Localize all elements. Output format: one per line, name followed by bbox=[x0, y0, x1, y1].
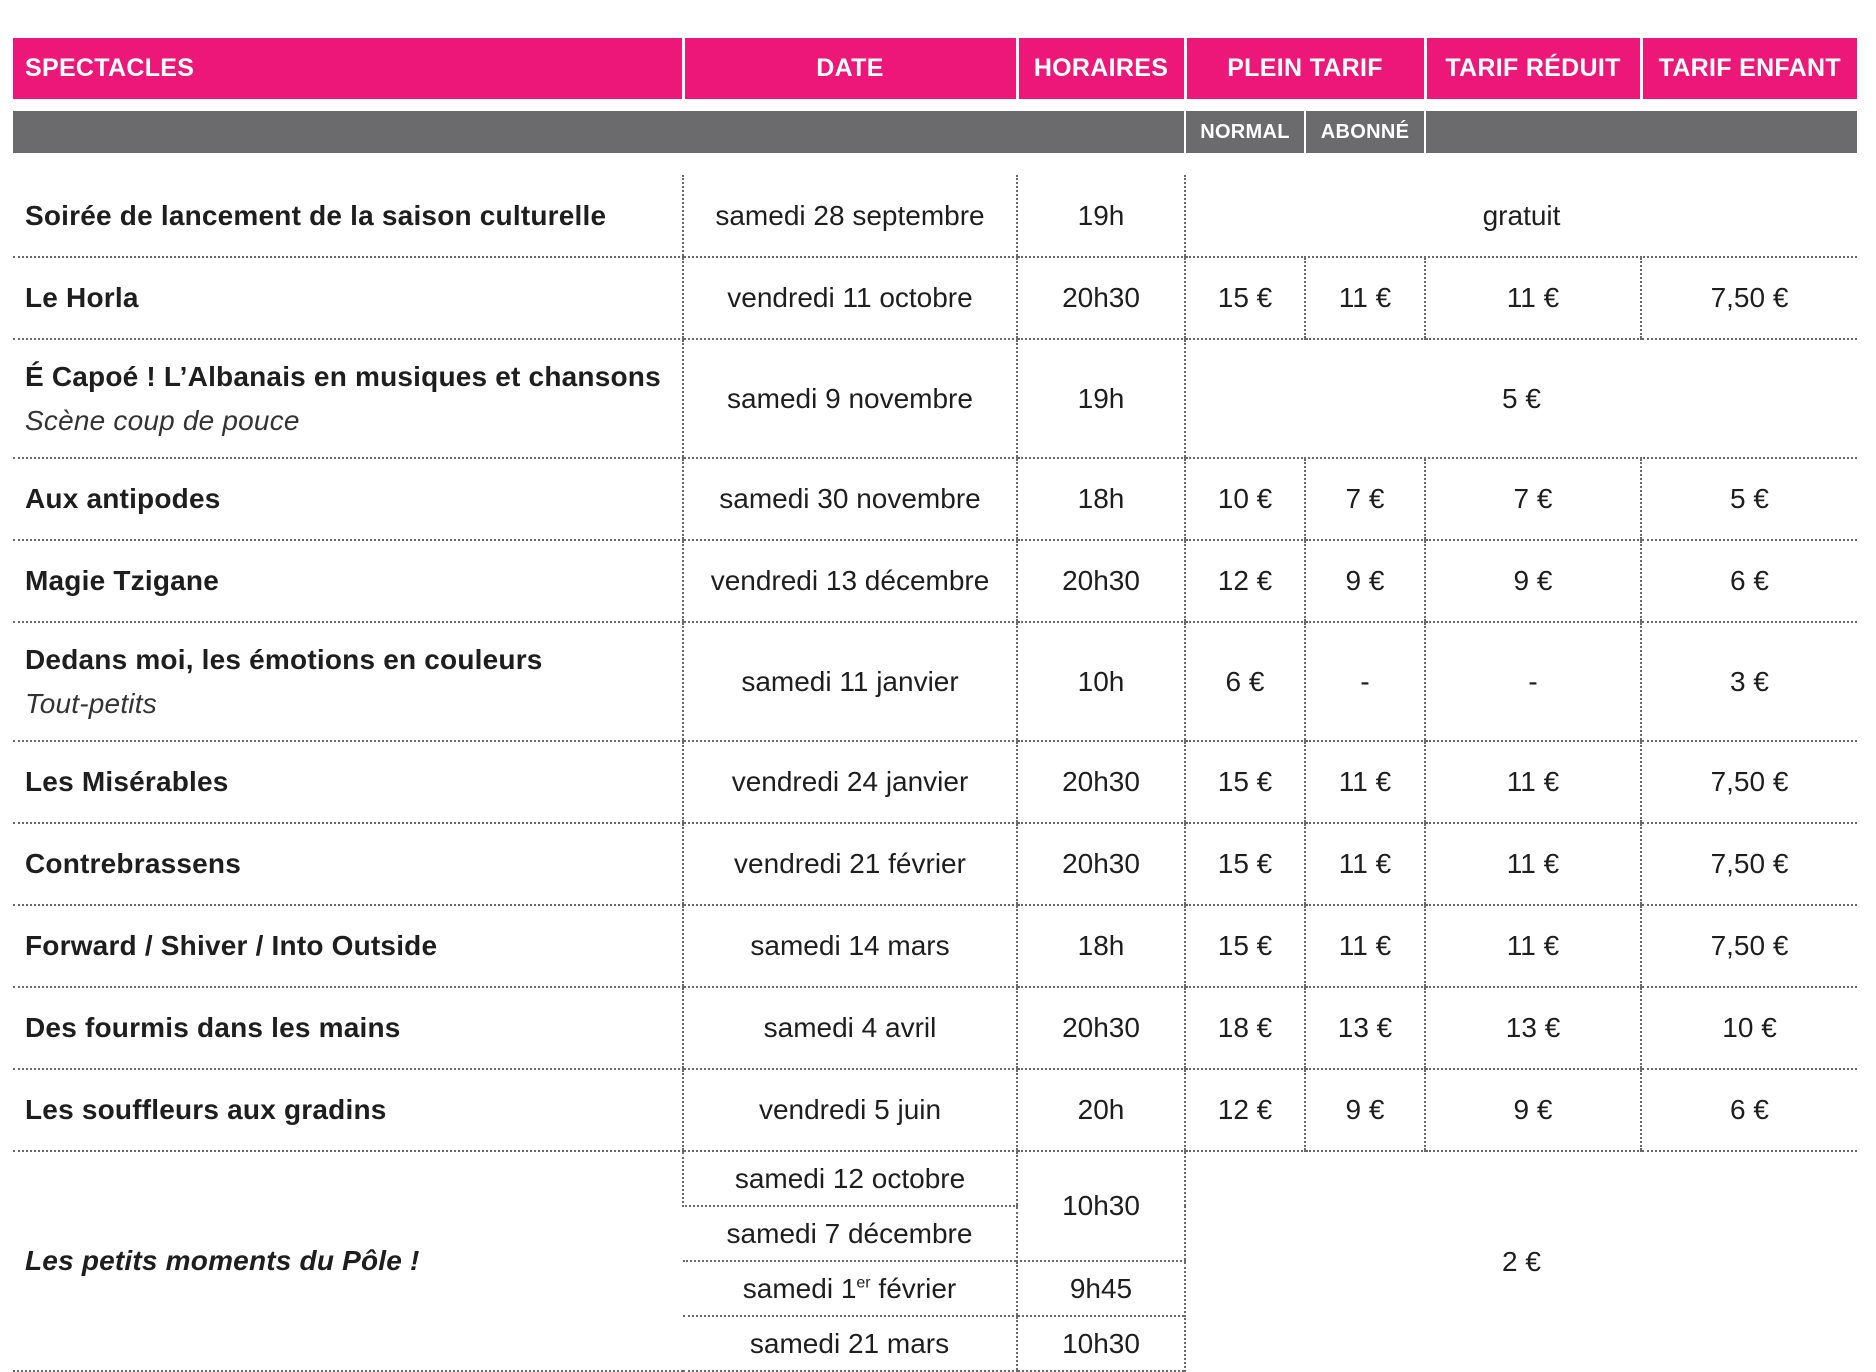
show-date-part: février bbox=[878, 1272, 957, 1304]
show-name bbox=[13, 622, 683, 741]
price-enfant: 7,50 € bbox=[1641, 257, 1857, 339]
ordinal-suffix: er bbox=[856, 1274, 871, 1292]
show-title: É Capoé ! L’Albanais en musiques et chansons bbox=[25, 360, 661, 392]
price-all: 5 € bbox=[1185, 339, 1857, 458]
price-normal: 18 € bbox=[1185, 987, 1305, 1069]
price-abonne: 9 € bbox=[1305, 540, 1425, 622]
price-reduit: - bbox=[1425, 622, 1641, 741]
show-name bbox=[13, 339, 683, 458]
price-all: 2 € bbox=[1185, 1151, 1857, 1371]
show-time: 20h30 bbox=[1017, 257, 1185, 339]
price-abonne: 11 € bbox=[1305, 741, 1425, 823]
price-all: gratuit bbox=[1185, 175, 1857, 257]
show-date bbox=[683, 1261, 1017, 1316]
price-normal: 12 € bbox=[1185, 1069, 1305, 1151]
price-normal: 12 € bbox=[1185, 540, 1305, 622]
pricing-table bbox=[13, 38, 1857, 1372]
show-date: samedi 4 avril bbox=[683, 987, 1017, 1069]
col-tarif-reduit: TARIF RÉDUIT bbox=[1425, 38, 1641, 99]
price-reduit: 11 € bbox=[1425, 257, 1641, 339]
table-row bbox=[13, 257, 1857, 339]
price-abonne: - bbox=[1305, 622, 1425, 741]
price-reduit: 11 € bbox=[1425, 823, 1641, 905]
table-row bbox=[13, 622, 1857, 741]
price-abonne: 11 € bbox=[1305, 823, 1425, 905]
show-name: Les petits moments du Pôle ! bbox=[13, 1151, 683, 1371]
col-horaires: HORAIRES bbox=[1017, 38, 1185, 99]
price-abonne: 9 € bbox=[1305, 1069, 1425, 1151]
price-enfant: 5 € bbox=[1641, 458, 1857, 540]
show-date: samedi 21 mars bbox=[683, 1316, 1017, 1371]
show-date: vendredi 11 octobre bbox=[683, 257, 1017, 339]
show-name: Les souffleurs aux gradins bbox=[13, 1069, 683, 1151]
show-time: 19h bbox=[1017, 339, 1185, 458]
show-time: 20h30 bbox=[1017, 823, 1185, 905]
table-row bbox=[13, 905, 1857, 987]
price-normal: 15 € bbox=[1185, 823, 1305, 905]
table-row bbox=[13, 339, 1857, 458]
price-abonne: 11 € bbox=[1305, 257, 1425, 339]
price-reduit: 9 € bbox=[1425, 1069, 1641, 1151]
price-normal: 15 € bbox=[1185, 905, 1305, 987]
show-name: Aux antipodes bbox=[13, 458, 683, 540]
show-date: samedi 12 octobre bbox=[683, 1151, 1017, 1206]
price-reduit: 7 € bbox=[1425, 458, 1641, 540]
price-abonne: 13 € bbox=[1305, 987, 1425, 1069]
subheader-row bbox=[13, 111, 1857, 153]
table-row bbox=[13, 741, 1857, 823]
show-time: 20h30 bbox=[1017, 540, 1185, 622]
table-row-petits-moments bbox=[13, 1151, 1857, 1206]
price-abonne: 11 € bbox=[1305, 905, 1425, 987]
price-enfant: 3 € bbox=[1641, 622, 1857, 741]
show-date: samedi 14 mars bbox=[683, 905, 1017, 987]
col-abonne: ABONNÉ bbox=[1305, 111, 1425, 153]
col-normal: NORMAL bbox=[1185, 111, 1305, 153]
price-reduit: 9 € bbox=[1425, 540, 1641, 622]
table-row bbox=[13, 1069, 1857, 1151]
price-enfant: 10 € bbox=[1641, 987, 1857, 1069]
show-time: 18h bbox=[1017, 458, 1185, 540]
price-normal: 10 € bbox=[1185, 458, 1305, 540]
col-spectacles: SPECTACLES bbox=[13, 38, 683, 99]
show-name: Contrebrassens bbox=[13, 823, 683, 905]
show-time: 20h bbox=[1017, 1069, 1185, 1151]
price-enfant: 6 € bbox=[1641, 540, 1857, 622]
table-row bbox=[13, 458, 1857, 540]
col-tarif-enfant: TARIF ENFANT bbox=[1641, 38, 1857, 99]
show-time: 10h30 bbox=[1017, 1151, 1185, 1261]
price-abonne: 7 € bbox=[1305, 458, 1425, 540]
table-row bbox=[13, 823, 1857, 905]
show-time: 9h45 bbox=[1017, 1261, 1185, 1316]
price-reduit: 11 € bbox=[1425, 741, 1641, 823]
show-time: 10h bbox=[1017, 622, 1185, 741]
show-date: samedi 30 novembre bbox=[683, 458, 1017, 540]
price-normal: 15 € bbox=[1185, 741, 1305, 823]
show-time: 19h bbox=[1017, 175, 1185, 257]
show-name: Des fourmis dans les mains bbox=[13, 987, 683, 1069]
show-date: vendredi 13 décembre bbox=[683, 540, 1017, 622]
table-row bbox=[13, 987, 1857, 1069]
table-row bbox=[13, 175, 1857, 257]
show-time: 18h bbox=[1017, 905, 1185, 987]
show-date: vendredi 5 juin bbox=[683, 1069, 1017, 1151]
table-row bbox=[13, 540, 1857, 622]
show-time: 10h30 bbox=[1017, 1316, 1185, 1371]
show-name: Le Horla bbox=[13, 257, 683, 339]
show-date: vendredi 21 février bbox=[683, 823, 1017, 905]
show-name: Les Misérables bbox=[13, 741, 683, 823]
show-name: Soirée de lancement de la saison culturelle bbox=[13, 175, 683, 257]
show-time: 20h30 bbox=[1017, 987, 1185, 1069]
price-enfant: 7,50 € bbox=[1641, 905, 1857, 987]
show-time: 20h30 bbox=[1017, 741, 1185, 823]
price-enfant: 6 € bbox=[1641, 1069, 1857, 1151]
price-reduit: 11 € bbox=[1425, 905, 1641, 987]
show-subtitle: Scène coup de pouce bbox=[25, 404, 300, 436]
show-date-part: samedi 1 bbox=[742, 1272, 857, 1304]
show-date: samedi 28 septembre bbox=[683, 175, 1017, 257]
show-date: vendredi 24 janvier bbox=[683, 741, 1017, 823]
price-normal: 15 € bbox=[1185, 257, 1305, 339]
show-name: Forward / Shiver / Into Outside bbox=[13, 905, 683, 987]
show-name: Magie Tzigane bbox=[13, 540, 683, 622]
price-normal: 6 € bbox=[1185, 622, 1305, 741]
show-subtitle: Tout-petits bbox=[25, 687, 157, 719]
show-title: Dedans moi, les émotions en couleurs bbox=[25, 643, 543, 675]
header-row bbox=[13, 38, 1857, 99]
price-enfant: 7,50 € bbox=[1641, 823, 1857, 905]
price-enfant: 7,50 € bbox=[1641, 741, 1857, 823]
col-plein-tarif: PLEIN TARIF bbox=[1185, 38, 1425, 99]
col-date: DATE bbox=[683, 38, 1017, 99]
show-date: samedi 9 novembre bbox=[683, 339, 1017, 458]
show-date: samedi 7 décembre bbox=[683, 1206, 1017, 1261]
price-reduit: 13 € bbox=[1425, 987, 1641, 1069]
show-date: samedi 11 janvier bbox=[683, 622, 1017, 741]
